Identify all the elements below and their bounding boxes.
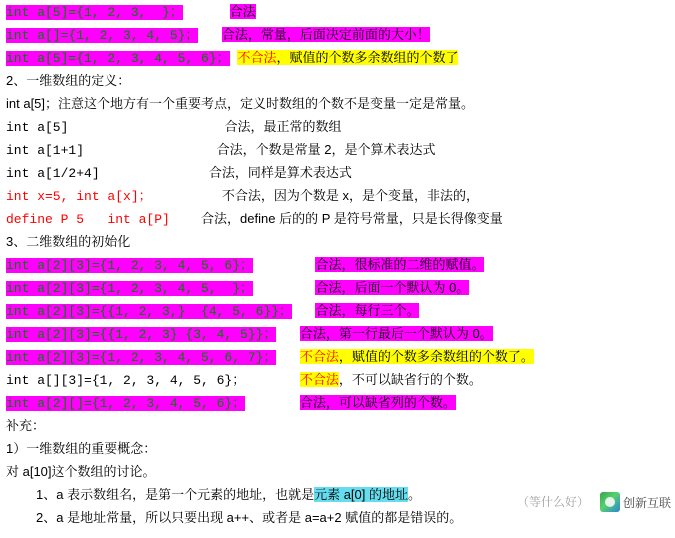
text-span: [253, 258, 315, 273]
text-span: [253, 281, 315, 296]
text-line: [0, 345, 675, 368]
text-span: 合法，每行三个。: [315, 303, 420, 318]
text-span: int a[1/2+4]: [6, 166, 100, 181]
text-span: 1）一维数组的重要概念：: [6, 441, 157, 456]
text-span: [276, 350, 299, 365]
text-span: int a[]={1, 2, 3, 4, 5}；: [6, 28, 199, 43]
text-line: [0, 276, 675, 299]
text-span: 。: [408, 487, 422, 502]
text-span: 合法，第一行最后一个默认为 0。: [299, 326, 493, 341]
text-span: int a[2][3]={1, 2, 3, 4, 5, 6}；: [6, 258, 254, 273]
text-span: 补充：: [6, 418, 46, 433]
text-line: [0, 115, 675, 138]
text-line: [0, 46, 675, 69]
text-line: [0, 69, 675, 92]
text-span: int a[2][3]={{1, 2, 3,} {4, 5, 6}}；: [6, 304, 293, 319]
text-span: [245, 373, 300, 388]
text-span: [245, 396, 300, 411]
text-span: [170, 212, 201, 227]
text-span: 不合法: [237, 50, 277, 65]
text-line: [0, 391, 675, 414]
text-span: int a[][3]={1, 2, 3, 4, 5, 6}；: [6, 373, 246, 388]
text-span: [100, 166, 209, 181]
watermark-text: 创新互联: [622, 495, 671, 510]
text-span: int a[5]={1, 2, 3, 4, 5, 6}；: [6, 51, 230, 66]
text-line: [0, 299, 675, 322]
text-span: int a[2][3]={1, 2, 3, 4, 5, }；: [6, 281, 254, 296]
text-span: int x=5, int a[x]；: [6, 189, 152, 204]
text-line: [0, 0, 675, 23]
text-span: 元素 a[0] 的地址: [314, 487, 408, 502]
text-span: ，赋值的个数多余数组的个数了: [276, 50, 459, 65]
text-span: define P 5 int a[P]: [6, 212, 170, 227]
text-span: 1、a 表示数组名，是第一个元素的地址，也就是: [36, 487, 315, 502]
text-span: 不合法，因为个数是 x，是个变量，非法的，: [221, 188, 479, 203]
text-span: [292, 304, 315, 319]
text-span: int a[5]；注意这个地方有一个重要考点，定义时数组的个数不是变量一定是常量。: [6, 96, 475, 111]
text-line: [0, 437, 675, 460]
text-span: 合法，很标准的二维的赋值。: [315, 257, 485, 272]
text-span: [152, 189, 222, 204]
text-span: [198, 28, 221, 43]
text-line: [0, 368, 675, 391]
text-span: int a[2][3]={{1, 2, 3} {3, 4, 5}}；: [6, 327, 277, 342]
text-line: [0, 92, 675, 115]
text-span: 对 a[10]这个数组的讨论。: [6, 464, 156, 479]
text-line: [0, 322, 675, 345]
text-span: 合法，define 后的的 P 是符号常量，只是长得像变量: [201, 211, 503, 226]
text-line: [0, 161, 675, 184]
text-span: int a[1+1]: [6, 143, 85, 158]
text-span: ，赋值的个数多余数组的个数了。: [338, 349, 534, 364]
text-span: [84, 143, 217, 158]
text-line: [0, 207, 675, 230]
watermark: [600, 492, 671, 512]
text-span: 合法，可以缺省列的个数。: [299, 395, 456, 410]
text-span: 2、一维数组的定义：: [6, 73, 131, 88]
text-span: 合法，后面一个默认为 0。: [315, 280, 470, 295]
brand-logo-icon: [600, 492, 620, 512]
text-span: 3、二维数组的初始化: [6, 234, 131, 249]
text-span: 不合法: [299, 349, 339, 364]
text-line: [0, 460, 675, 483]
text-line: [0, 414, 675, 437]
text-line: [0, 23, 675, 46]
text-span: 合法，常量，后面决定前面的大小！: [221, 27, 430, 42]
text-span: [68, 120, 224, 135]
text-span: 合法: [229, 4, 256, 19]
text-span: [276, 327, 299, 342]
text-line: [0, 253, 675, 276]
watermark-faint-text: （等什么好）: [516, 495, 589, 509]
text-span: int a[2][3]={1, 2, 3, 4, 5, 6, 7}；: [6, 350, 277, 365]
text-span: int a[2][]={1, 2, 3, 4, 5, 6}；: [6, 396, 246, 411]
text-span: int a[5]: [6, 120, 69, 135]
text-line: [0, 230, 675, 253]
text-span: 合法，最正常的数组: [224, 119, 342, 134]
text-span: 2、a 是地址常量，所以只要出现 a++、或者是 a=a+2 赋值的都是错误的。: [36, 510, 463, 525]
text-line: [0, 138, 675, 161]
text-line: [0, 184, 675, 207]
text-span: 不合法: [299, 372, 339, 387]
text-span: ，不可以缺省行的个数。: [338, 372, 482, 387]
text-span: 合法，同样是算术表达式: [208, 165, 352, 180]
text-span: 合法，个数是常量 2，是个算术表达式: [216, 142, 436, 157]
text-span: [183, 5, 230, 20]
text-span: int a[5]={1, 2, 3, }；: [6, 5, 183, 20]
